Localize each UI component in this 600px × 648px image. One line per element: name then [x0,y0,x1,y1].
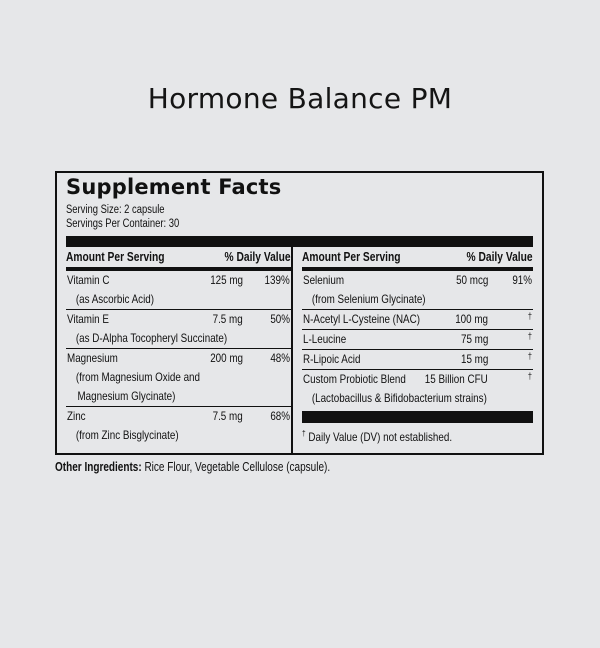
amount-header: Amount Per Serving [66,250,165,264]
footnote-text: Daily Value (DV) not established. [308,430,453,444]
nutrient-name: Custom Probiotic Blend [303,372,406,386]
nutrient-source: (as D-Alpha Tocopheryl Succinate) [75,331,228,345]
nutrient-name: L-Leucine [303,332,347,346]
nutrient-name: Vitamin E [67,312,109,326]
nutrient-row [302,330,533,350]
nutrient-amount: 7.5 mg [212,312,243,326]
product-title: Hormone Balance PM [147,82,453,115]
nutrient-row [302,271,533,310]
nutrient-name: Zinc [67,409,86,423]
thick-divider-bar [302,411,533,423]
nutrient-dv: 48% [270,351,290,365]
nutrient-source: (Lactobacillus & Bifidobacterium strains) [311,391,487,405]
nutrient-list [66,271,291,445]
amount-header: Amount Per Serving [302,250,401,264]
daily-value-header: % Daily Value [224,250,291,264]
nutrient-amount: 15 mg [460,352,488,366]
column-header [302,247,533,267]
daily-value-header: % Daily Value [466,250,533,264]
dagger-mark: † [527,311,532,321]
nutrient-source: (from Zinc Bisglycinate) [75,428,179,442]
nutrient-row [66,407,291,445]
nutrient-amount: 200 mg [210,351,243,365]
nutrient-amount: 125 mg [210,273,243,287]
facts-heading: Supplement Facts [66,175,282,199]
dagger-symbol: † [302,429,306,438]
nutrient-list [302,271,533,408]
nutrient-row [302,370,533,408]
supplement-facts-panel [55,171,544,455]
nutrient-name: Magnesium [67,351,118,365]
footnote [302,429,491,444]
nutrient-source: (from Selenium Glycinate) [311,292,426,306]
thick-divider-bar [66,236,533,247]
nutrient-amount: 7.5 mg [212,409,243,423]
nutrient-amount: 50 mcg [455,273,488,287]
nutrient-dv: 91% [512,273,532,287]
nutrient-amount: 100 mg [455,312,488,326]
column-header [66,247,291,267]
right-column [302,247,533,444]
left-column [66,247,291,445]
other-ingredients-text: Rice Flour, Vegetable Cellulose (capsule). [144,460,331,474]
nutrient-dv: 50% [270,312,290,326]
nutrient-amount: 75 mg [460,332,488,346]
nutrient-row [302,350,533,370]
nutrient-row [66,349,291,407]
dagger-mark: † [527,351,532,361]
serving-size: Serving Size: 2 capsule [66,204,165,216]
nutrient-row [66,271,291,310]
nutrient-source: (as Ascorbic Acid) [75,292,155,306]
nutrient-amount: 15 Billion CFU [425,372,488,386]
nutrient-dv: 139% [264,273,290,287]
servings-per-container: Servings Per Container: 30 [66,218,180,230]
nutrient-name: Selenium [303,273,345,287]
nutrient-source-cont: Magnesium Glycinate) [77,389,176,403]
other-ingredients [55,460,330,474]
other-ingredients-label: Other Ingredients: [55,460,142,474]
nutrient-name: R-Lipoic Acid [303,352,361,366]
nutrient-source: (from Magnesium Oxide and [75,370,200,384]
nutrient-dv: 68% [270,409,290,423]
dagger-mark: † [527,371,532,381]
column-divider [291,247,293,453]
nutrient-name: N-Acetyl L-Cysteine (NAC) [303,312,421,326]
nutrient-name: Vitamin C [67,273,110,287]
nutrient-row [302,310,533,330]
nutrient-row [66,310,291,349]
dagger-mark: † [527,331,532,341]
